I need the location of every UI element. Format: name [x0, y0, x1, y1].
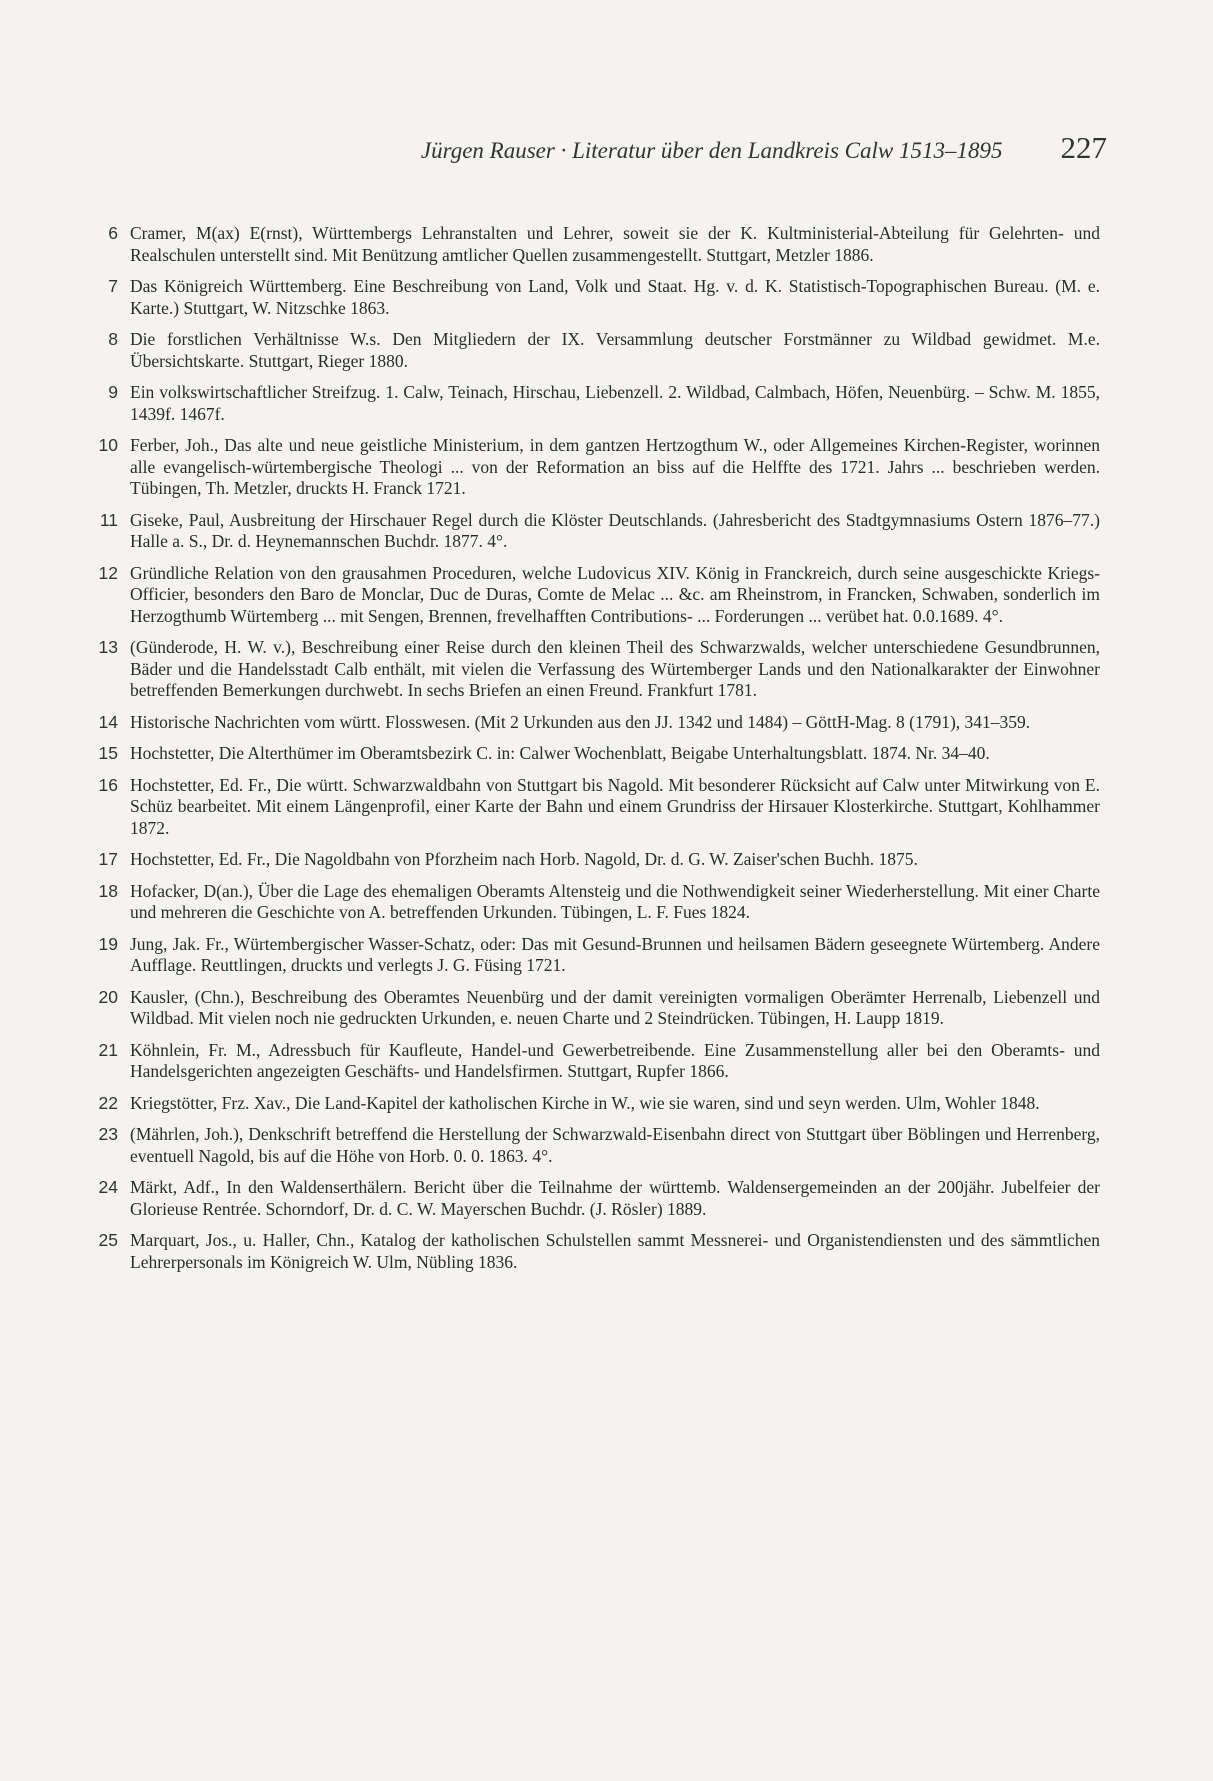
entry-text: Hofacker, D(an.), Über die Lage des ehemaligen Oberamts Altensteig und die Nothwendigkeit seiner Wiederherstellung. Mit einer Charte und mehreren die Geschichte von A. betreffenden Urkunden. Tübingen, L. F. Fues 1824. [130, 880, 1100, 922]
bibliography-entry [76, 1093, 1100, 1115]
bibliography-entry [76, 382, 1100, 425]
entry-number: 8 [108, 329, 118, 349]
bibliography-entry [76, 1177, 1100, 1220]
entry-number: 10 [98, 435, 118, 455]
entry-number: 13 [98, 637, 118, 657]
entry-number: 23 [98, 1124, 118, 1144]
entry-number: 17 [98, 849, 118, 869]
bibliography-entry [76, 881, 1100, 924]
entry-text: Cramer, M(ax) E(rnst), Württembergs Lehranstalten und Lehrer, soweit sie der K. Kultministerial-Abteilung für Gelehrten- und Realschulen unterstellt sind. Mit Benützung amtlicher Quellen zusammengestellt. Stuttgart, Metzler 1886. [130, 223, 1100, 265]
bibliography-entry [76, 934, 1100, 977]
entry-number: 12 [98, 562, 118, 583]
bibliography-entry [76, 1040, 1100, 1083]
entry-text: Ferber, Joh., Das alte und neue geistliche Ministerium, in dem gantzen Hertzogthum W., oder Allgemeines Kirchen-Register, worinnen alle evangelisch-würtembergische Theologi ... von der Reformation an biss auf die Helffte des 1721. Jahrs ... beschrieben werden. Tübingen, Th. Metzler, druckts H. Franck 1721. [130, 435, 1100, 498]
bibliography-entry [76, 775, 1100, 840]
entry-number: 25 [98, 1230, 118, 1250]
entry-text: Hochstetter, Die Alterthümer im Oberamtsbezirk C. in: Calwer Wochenblatt, Beigabe Unterhaltungsblatt. 1874. Nr. 34–40. [130, 743, 990, 763]
bibliography-entry [76, 987, 1100, 1030]
bibliography-entry [76, 435, 1100, 500]
bibliography-entry [76, 276, 1100, 319]
entry-text: Köhnlein, Fr. M., Adressbuch für Kaufleute, Handel-und Gewerbetreibende. Eine Zusammenstellung aller bei den Oberamts- und Handelsgerichten angezeigten Geschäfts- und Handelsfirmen. Stuttgart, Rupfer 1866. [130, 1039, 1100, 1081]
entry-text: Jung, Jak. Fr., Würtembergischer Wasser-Schatz, oder: Das mit Gesund-Brunnen und heilsamen Bädern geseegnete Würtemberg. Andere Aufflage. Reuttlingen, druckts und verlegts J. G. Füsing 1721. [130, 933, 1100, 975]
bibliography-entry [76, 329, 1100, 372]
entry-number: 19 [98, 933, 118, 954]
bibliography-entry [76, 637, 1100, 702]
entry-number: 15 [98, 743, 118, 763]
bibliography-entry [76, 1124, 1100, 1167]
entry-number: 24 [98, 1177, 118, 1197]
entry-number: 6 [108, 223, 118, 243]
entry-number: 18 [98, 880, 118, 901]
bibliography-entry [76, 1230, 1100, 1273]
entry-number: 20 [98, 986, 118, 1007]
entry-number: 16 [98, 774, 118, 795]
entry-text: Gründliche Relation von den grausahmen Proceduren, welche Ludovicus XIV. König in Franckreich, durch seine ausgeschickte Kriegs-Officier, besonders den Baro de Monclar, Duc de Duras, Comte de Melac ... &c. am Rheinstrom, in Francken, Schwaben, sonderlich im Herzogthumb Würtemberg ... mit Sengen, Brennen, frevelhafften Contributions- ... Forderungen ... verübet hat. 0.0.1689. 4°. [130, 562, 1100, 626]
entry-text: Märkt, Adf., In den Waldenserthälern. Bericht über die Teilnahme der württemb. Waldensergemeinden an der 200jähr. Jubelfeier der Glorieuse Rentrée. Schorndorf, Dr. d. C. W. Mayerschen Buchdr. (J. Rösler) 1889. [130, 1177, 1100, 1219]
bibliography-list [76, 223, 1100, 1283]
bibliography-entry [76, 563, 1100, 628]
bibliography-entry [76, 743, 1100, 765]
entry-text: Kriegstötter, Frz. Xav., Die Land-Kapitel der katholischen Kirche in W., wie sie waren, sind und seyn werden. Ulm, Wohler 1848. [130, 1092, 1040, 1113]
entry-text: Hochstetter, Ed. Fr., Die Nagoldbahn von Pforzheim nach Horb. Nagold, Dr. d. G. W. Zaiser'schen Buchh. 1875. [130, 849, 918, 869]
entry-text: Hochstetter, Ed. Fr., Die württ. Schwarzwaldbahn von Stuttgart bis Nagold. Mit besonderer Rücksicht auf Calw unter Mitwirkung von E. Schüz bearbeitet. Mit einem Längenprofil, einer Karte der Bahn und einem Grundriss der Hirsauer Klosterkirche. Stuttgart, Kohlhammer 1872. [130, 774, 1100, 838]
running-title: Jürgen Rauser · Literatur über den Landkreis Calw 1513–1895 [420, 138, 1003, 163]
bibliography-entry [76, 223, 1100, 266]
entry-text: Kausler, (Chn.), Beschreibung des Oberamtes Neuenbürg und der damit vereinigten vormaligen Oberämter Herrenalb, Liebenzell und Wildbad. Mit vielen noch nie gedruckten Urkunden, e. neuen Charte und 2 Steindrücken. Tübingen, H. Laupp 1819. [130, 986, 1100, 1028]
entry-text: (Günderode, H. W. v.), Beschreibung einer Reise durch den kleinen Theil des Schwarzwalds, welcher unterschiedene Gesundbrunnen, Bäder und die Handelsstadt Calb enthält, mit vielen die Verfassung des Würtemberger Lands und den Nationalkarakter der Einwohner betreffenden Bemerkungen durchwebt. In sechs Briefen an einen Freund. Frankfurt 1781. [130, 637, 1100, 700]
entry-text: Ein volkswirtschaftlicher Streifzug. 1. Calw, Teinach, Hirschau, Liebenzell. 2. Wildbad, Calmbach, Höfen, Neuenbürg. – Schw. M. 1855, 1439f. 1467f. [130, 382, 1100, 424]
entry-number: 22 [98, 1092, 118, 1113]
page-header [320, 130, 1107, 166]
entry-text: Historische Nachrichten vom württ. Flosswesen. (Mit 2 Urkunden aus den JJ. 1342 und 1484) – GöttH-Mag. 8 (1791), 341–359. [130, 711, 1031, 732]
entry-text: Die forstlichen Verhältnisse W.s. Den Mitgliedern der IX. Versammlung deutscher Forstmänner zu Wildbad gewidmet. M.e. Übersichtskarte. Stuttgart, Rieger 1880. [130, 329, 1100, 371]
bibliography-entry [76, 849, 1100, 871]
entry-text: Das Königreich Württemberg. Eine Beschreibung von Land, Volk und Staat. Hg. v. d. K. Statistisch-Topographischen Bureau. (M. e. Karte.) Stuttgart, W. Nitzschke 1863. [130, 276, 1100, 318]
entry-text: Marquart, Jos., u. Haller, Chn., Katalog der katholischen Schulstellen sammt Messnerei- und Organistendiensten und des sämmtlichen Lehrerpersonals im Königreich W. Ulm, Nübling 1836. [130, 1230, 1100, 1272]
entry-text: Giseke, Paul, Ausbreitung der Hirschauer Regel durch die Klöster Deutschlands. (Jahresbericht des Stadtgymnasiums Ostern 1876–77.) Halle a. S., Dr. d. Heynemannschen Buchdr. 1877. 4°. [130, 509, 1100, 551]
entry-text: (Mährlen, Joh.), Denkschrift betreffend die Herstellung der Schwarzwald-Eisenbahn direct von Stuttgart über Böblingen und Herrenberg, eventuell Nagold, bis auf die Höhe von Horb. 0. 0. 1863. 4°. [130, 1124, 1100, 1166]
bibliography-entry [76, 510, 1100, 553]
page-number: 227 [1060, 130, 1107, 165]
bibliography-entry [76, 712, 1100, 734]
entry-number: 7 [108, 276, 118, 296]
entry-number: 14 [98, 711, 118, 732]
entry-number: 11 [99, 509, 118, 530]
entry-number: 9 [108, 382, 118, 402]
entry-number: 21 [98, 1039, 118, 1060]
